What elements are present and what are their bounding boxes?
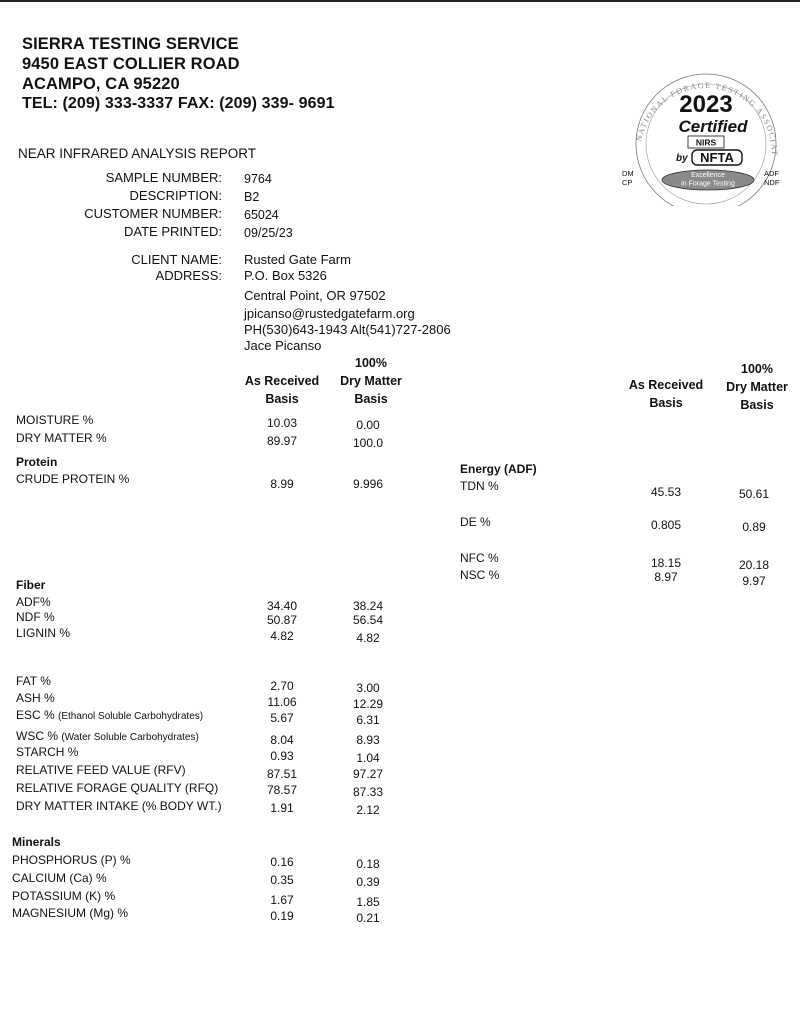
- seal-nirs: NIRS: [695, 137, 717, 148]
- row-as-received: 11.06: [267, 695, 297, 709]
- row-label: RELATIVE FORAGE QUALITY (RFQ): [16, 781, 219, 795]
- row-dry-matter: 0.00: [356, 418, 380, 432]
- row-dry-matter: 1.85: [356, 895, 380, 909]
- header-as-received-line2: Basis: [265, 392, 299, 406]
- client-contact: Jace Picanso: [244, 338, 322, 353]
- row-dry-matter: 0.18: [356, 857, 380, 871]
- wsc-label: WSC %: [16, 729, 62, 743]
- seal-code-dm: DM: [622, 169, 634, 178]
- row-label: NFC %: [460, 551, 499, 565]
- header-dry-matter-line1: 100%: [355, 356, 387, 370]
- row-dry-matter: 9.97: [742, 574, 766, 588]
- row-as-received: 89.97: [266, 434, 298, 448]
- description-label: DESCRIPTION:: [129, 188, 222, 203]
- seal-code-ndf: NDF: [764, 178, 780, 187]
- row-dry-matter: 8.93: [356, 733, 380, 747]
- row-as-received: 0.93: [270, 749, 294, 763]
- row-as-received: 0.35: [270, 873, 294, 887]
- top-border: [0, 0, 800, 2]
- row-dry-matter: 38.24: [352, 599, 384, 613]
- row-as-received: 18.15: [650, 556, 682, 570]
- header-dry-matter-line1: 100%: [741, 362, 773, 376]
- company-city: ACAMPO, CA 95220: [22, 75, 180, 93]
- right-header-dry-matter: [714, 360, 800, 414]
- row-label: NSC %: [460, 568, 500, 582]
- row-label: RELATIVE FEED VALUE (RFV): [16, 763, 186, 777]
- client-email: jpicanso@rustedgatefarm.org: [244, 306, 415, 321]
- row-dry-matter: 9.996: [352, 477, 384, 491]
- section-energy: Energy (ADF): [460, 462, 537, 476]
- row-dry-matter: 20.18: [738, 558, 770, 572]
- row-as-received: 4.82: [270, 629, 294, 643]
- row-label: STARCH %: [16, 745, 79, 759]
- description-value: B2: [244, 190, 260, 204]
- row-label: DE %: [460, 515, 491, 529]
- row-as-received: 8.97: [654, 570, 678, 584]
- report-title: NEAR INFRARED ANALYSIS REPORT: [18, 146, 257, 161]
- row-label-esc: [16, 708, 203, 722]
- row-dry-matter: 0.89: [742, 520, 766, 534]
- sample-number-label: SAMPLE NUMBER:: [105, 170, 222, 185]
- seal-code-cp: CP: [622, 178, 633, 187]
- header-dry-matter-line3: Basis: [740, 398, 774, 412]
- customer-number: 65024: [244, 208, 279, 222]
- row-as-received: 34.40: [266, 599, 298, 613]
- row-dry-matter: 12.29: [352, 697, 384, 711]
- header-dry-matter-line2: Dry Matter: [726, 380, 788, 394]
- row-as-received: 1.67: [270, 893, 294, 907]
- row-as-received: 0.16: [270, 855, 294, 869]
- row-as-received: 0.19: [270, 909, 294, 923]
- row-label-wsc: [16, 729, 199, 743]
- row-as-received: 0.805: [650, 518, 682, 532]
- row-dry-matter: 87.33: [352, 785, 384, 799]
- row-as-received: 5.67: [270, 711, 294, 725]
- row-as-received: 50.87: [266, 613, 298, 627]
- row-dry-matter: 0.39: [356, 875, 380, 889]
- header-dry-matter-line3: Basis: [354, 392, 388, 406]
- row-dry-matter: 56.54: [352, 613, 384, 627]
- row-label: CRUDE PROTEIN %: [16, 472, 130, 486]
- seal-oval-line2: in Forage Testing: [681, 180, 735, 188]
- row-dry-matter: 6.31: [356, 713, 380, 727]
- row-dry-matter: 97.27: [352, 767, 384, 781]
- right-header-as-received: [620, 376, 712, 412]
- row-label: FAT %: [16, 674, 51, 688]
- row-label: MOISTURE %: [16, 413, 94, 427]
- sample-number: 9764: [244, 172, 272, 186]
- row-dry-matter: 4.82: [356, 631, 380, 645]
- header-dry-matter-line2: Dry Matter: [340, 374, 402, 388]
- customer-number-label: CUSTOMER NUMBER:: [84, 206, 222, 221]
- company-street: 9450 EAST COLLIER ROAD: [22, 55, 240, 73]
- row-dry-matter: 0.21: [356, 911, 380, 925]
- header-as-received-line1: As Received: [628, 378, 704, 392]
- row-dry-matter: 1.04: [356, 751, 380, 765]
- row-as-received: 8.04: [270, 733, 294, 747]
- row-as-received: 10.03: [266, 416, 298, 430]
- date-printed: 09/25/23: [244, 226, 293, 240]
- header-as-received-line2: Basis: [649, 396, 683, 410]
- row-label: MAGNESIUM (Mg) %: [12, 906, 129, 920]
- row-as-received: 2.70: [270, 679, 294, 693]
- row-label: CALCIUM (Ca) %: [12, 871, 107, 885]
- row-dry-matter: 3.00: [356, 681, 380, 695]
- row-label: DRY MATTER %: [16, 431, 107, 445]
- seal-by: by: [676, 153, 688, 164]
- row-dry-matter: 2.12: [356, 803, 380, 817]
- seal-nfta: NFTA: [700, 150, 734, 165]
- header-as-received-line1: As Received: [244, 374, 320, 388]
- seal-certified: Certified: [678, 117, 748, 136]
- section-minerals: Minerals: [12, 835, 61, 849]
- nfta-certification-seal: [618, 66, 794, 206]
- client-name: Rusted Gate Farm: [244, 252, 351, 267]
- row-as-received: 1.91: [270, 801, 294, 815]
- row-label: DRY MATTER INTAKE (% BODY WT.): [16, 799, 222, 813]
- seal-ring-text: NATIONAL FORAGE TESTING ASSOCIAT: [634, 80, 780, 157]
- row-label: NDF %: [16, 610, 55, 624]
- row-label: PHOSPHORUS (P) %: [12, 853, 131, 867]
- left-header-as-received: [236, 372, 328, 408]
- address-line-1: P.O. Box 5326: [244, 268, 327, 283]
- row-dry-matter: 100.0: [352, 436, 384, 450]
- row-label: ADF%: [16, 595, 51, 609]
- seal-oval-line1: Excellence: [691, 172, 725, 179]
- company-name: SIERRA TESTING SERVICE: [22, 35, 239, 53]
- row-as-received: 78.57: [266, 783, 298, 797]
- row-label: TDN %: [460, 479, 499, 493]
- esc-label: ESC %: [16, 708, 59, 722]
- section-protein: Protein: [16, 455, 58, 469]
- esc-note: (Ethanol Soluble Carbohydrates): [58, 711, 204, 722]
- row-as-received: 45.53: [650, 485, 682, 499]
- row-as-received: 87.51: [266, 767, 298, 781]
- row-label: POTASSIUM (K) %: [12, 889, 116, 903]
- seal-year: 2023: [679, 91, 733, 118]
- address-label: ADDRESS:: [155, 268, 222, 283]
- date-printed-label: DATE PRINTED:: [124, 224, 222, 239]
- seal-code-adf: ADF: [764, 169, 779, 178]
- row-as-received: 8.99: [270, 477, 294, 491]
- address-line-2: Central Point, OR 97502: [244, 288, 386, 303]
- client-name-label: CLIENT NAME:: [131, 252, 222, 267]
- client-phone: PH(530)643-1943 Alt(541)727-2806: [244, 322, 451, 337]
- row-dry-matter: 50.61: [738, 487, 770, 501]
- row-label: LIGNIN %: [16, 626, 71, 640]
- left-header-dry-matter: [328, 354, 414, 408]
- seal-graphic: [618, 66, 794, 206]
- row-label: ASH %: [16, 691, 55, 705]
- wsc-note: (Water Soluble Carbohydrates): [61, 732, 199, 743]
- section-fiber: Fiber: [16, 578, 46, 592]
- company-phone-fax: TEL: (209) 333-3337 FAX: (209) 339- 9691: [22, 95, 335, 112]
- company-header: [22, 34, 335, 114]
